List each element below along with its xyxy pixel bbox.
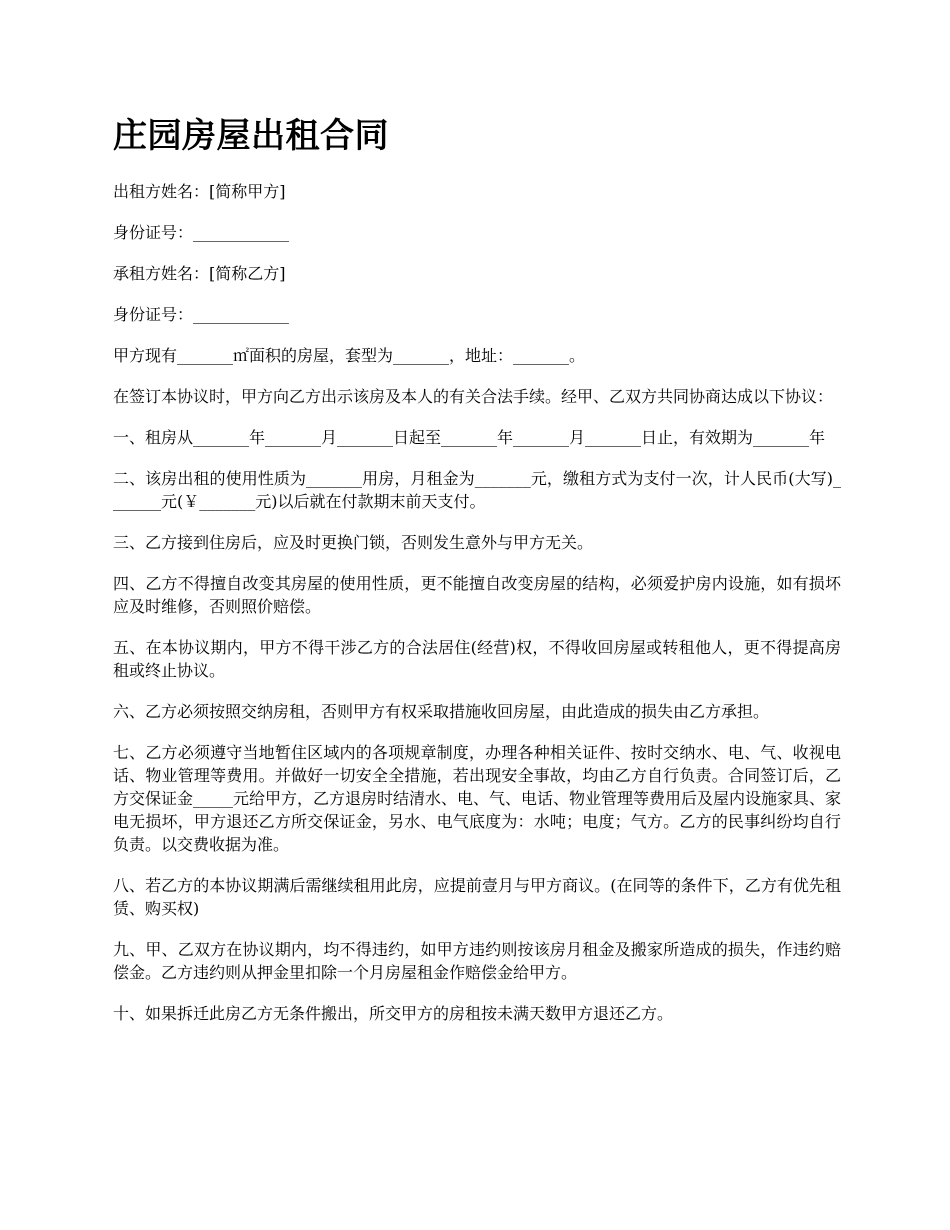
clause-5: 五、在本协议期内，甲方不得干涉乙方的合法居住(经营)权，不得收回房屋或转租他人，更不得提高房租或终止协议。 [113, 638, 841, 680]
clause-3: 三、乙方接到住房后，应及时更换门锁，否则发生意外与甲方无关。 [113, 533, 594, 552]
clause-7: 七、乙方必须遵守当地暂住区域内的各项规章制度，办理各种相关证件、按时交纳水、电、气、收视电话、物业管理等费用。并做好一切安全全措施，若出现安全事故，均由乙方自行负责。合同签订后，乙方交保证金_____元给甲方，乙方退房时结清水、电、气、电话、物业管理等费用后及屋内设施家具、家电无损坏，甲方退还乙方所交保证金，另水、电气底度为：水吨；电度；气方。乙方的民事纠纷均自行负责。以交费收据为准。 [113, 743, 842, 854]
clause-4: 四、乙方不得擅自改变其房屋的使用性质，更不能擅自改变房屋的结构，必须爱护房内设施，如有损坏应及时维修，否则照价赔偿。 [113, 574, 841, 616]
document-body [113, 180, 841, 1043]
clause-6: 六、乙方必须按照交纳房租，否则甲方有权采取措施收回房屋，由此造成的损失由乙方承担。 [113, 702, 770, 721]
lessee-name-line: 承租方姓名：[简称乙方] [113, 264, 286, 283]
document-title: 庄园房屋出租合同 [113, 116, 389, 156]
lessor-id-line: 身份证号：____________ [113, 223, 290, 242]
clause-1: 一、租房从_______年_______月_______日起至_______年_______月_______日止，有效期为_______年 [113, 428, 826, 447]
clause-9: 九、甲、乙双方在协议期内，均不得违约，如甲方违约则按该房月租金及搬家所造成的损失，作违约赔偿金。乙方违约则从押金里扣除一个月房屋租金作赔偿金给甲方。 [113, 940, 841, 982]
agreement-preamble: 在签订本协议时，甲方向乙方出示该房及本人的有关合法手续。经甲、乙双方共同协商达成以下协议： [113, 387, 834, 406]
lessor-name-line: 出租方姓名：[简称甲方] [113, 182, 286, 201]
property-description: 甲方现有_______㎡面积的房屋，套型为_______，地址：_______。 [113, 346, 586, 365]
lessee-id-line: 身份证号：____________ [113, 305, 290, 324]
clause-2: 二、该房出租的使用性质为_______用房，月租金为_______元，缴租方式为支付一次，计人民币(大写)_______元(￥_______元)以后就在付款期末前天支付。 [113, 469, 841, 511]
clause-8: 八、若乙方的本协议期满后需继续租用此房，应提前壹月与甲方商议。(在同等的条件下，乙方有优先租赁、购买权) [113, 876, 841, 918]
clause-10: 十、如果拆迁此房乙方无条件搬出，所交甲方的房租按未满天数甲方退还乙方。 [113, 1004, 674, 1023]
